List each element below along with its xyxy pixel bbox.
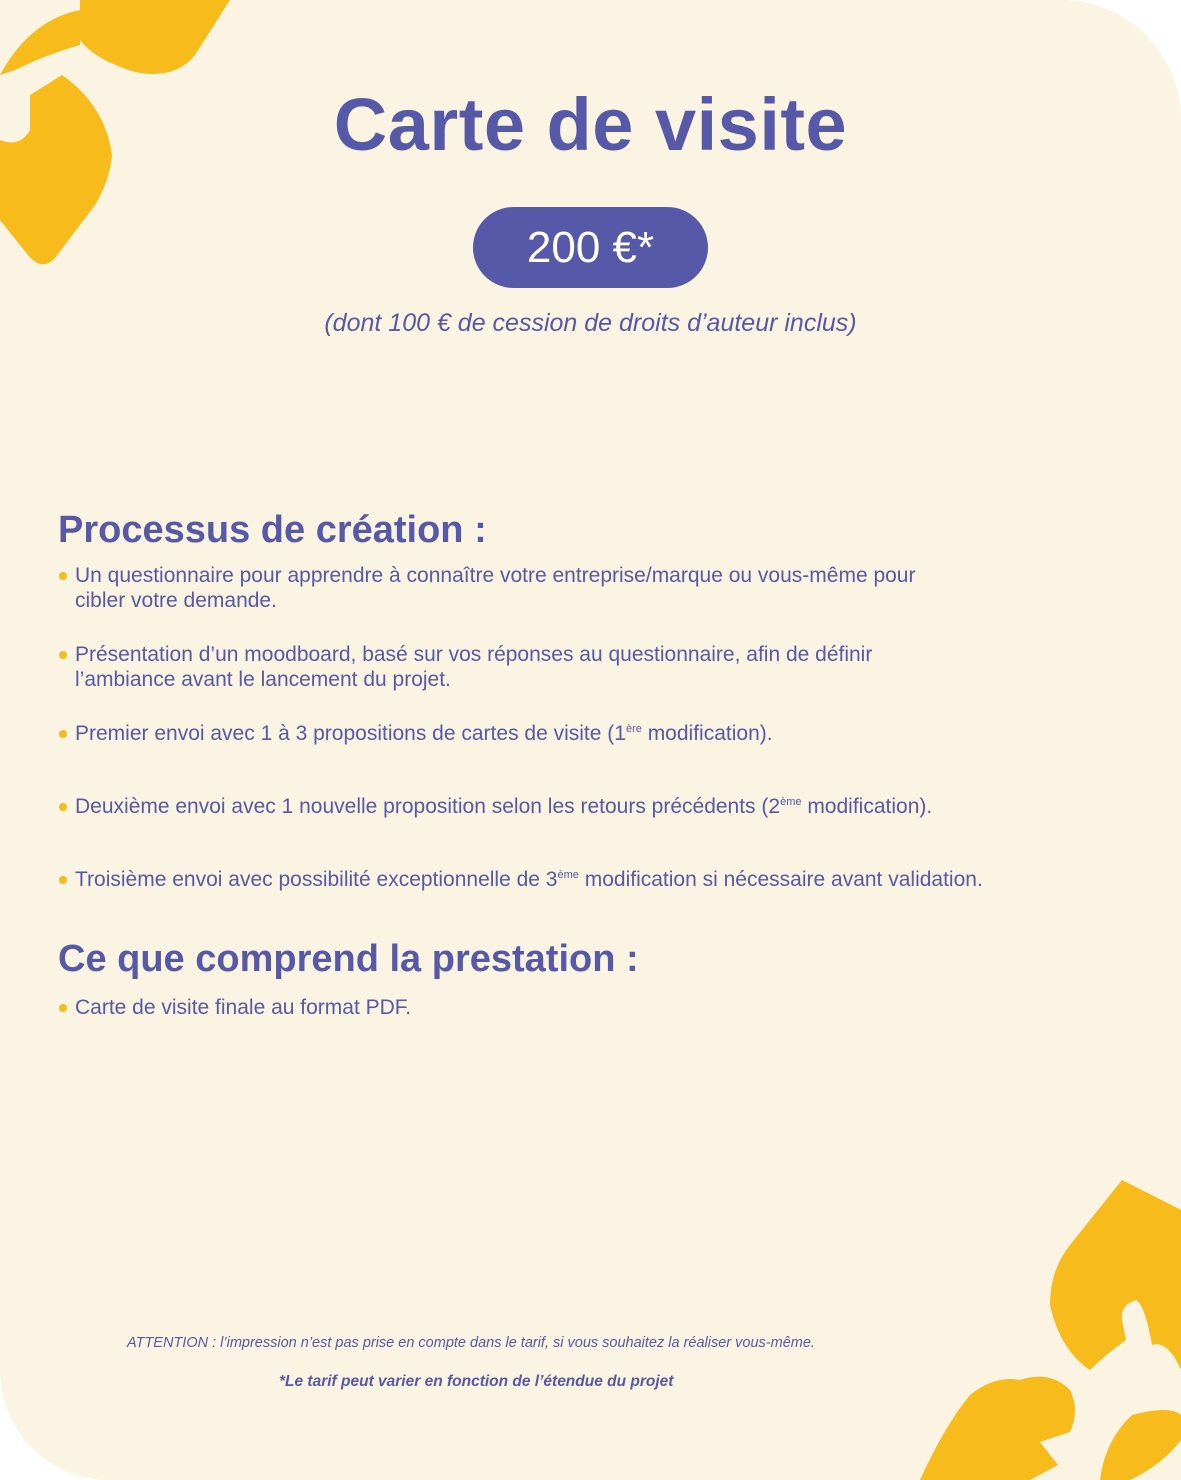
- includes-heading: Ce que comprend la prestation :: [58, 938, 639, 980]
- process-list: [58, 563, 1138, 892]
- includes-list: [58, 995, 1138, 1020]
- bullet-icon: [59, 572, 67, 580]
- list-item-text: modification).: [801, 795, 933, 818]
- bottom-right-decoration-icon: [900, 1170, 1181, 1480]
- price-subtitle: (dont 100 € de cession de droits d’auteur inclus): [324, 309, 857, 337]
- list-item-text: modification).: [641, 722, 773, 745]
- list-item-text: modification si nécessaire avant validation.: [578, 868, 983, 891]
- list-item-text: Troisième envoi avec possibilité exceptionnelle de 3: [75, 868, 558, 891]
- list-item-text: Un questionnaire pour apprendre à connaître votre entreprise/marque ou vous-même pour: [75, 564, 916, 587]
- list-item: [58, 563, 1138, 613]
- bullet-icon: [59, 730, 67, 738]
- list-item-text: l’ambiance avant le lancement du projet.: [75, 668, 451, 691]
- list-item: [58, 867, 1138, 892]
- bullet-icon: [59, 876, 67, 884]
- price-disclaimer: *Le tarif peut varier en fonction de l’étendue du projet: [279, 1373, 674, 1390]
- list-item: [58, 794, 1138, 819]
- attention-note: ATTENTION : l’impression n’est pas prise en compte dans le tarif, si vous souhaitez la réaliser vous-même.: [127, 1335, 815, 1351]
- list-item: [58, 721, 1138, 746]
- bullet-icon: [59, 1004, 67, 1012]
- list-item-text: Carte de visite finale au format PDF.: [75, 996, 412, 1019]
- list-item: [58, 995, 1138, 1020]
- list-item: [58, 642, 1138, 692]
- list-item-text: cibler votre demande.: [75, 589, 277, 612]
- list-item-text: Premier envoi avec 1 à 3 propositions de cartes de visite (1: [75, 722, 626, 745]
- price-badge: 200 €*: [473, 207, 708, 288]
- superscript: ème: [557, 869, 579, 881]
- superscript: ème: [780, 796, 802, 808]
- list-item-text: Présentation d’un moodboard, basé sur vos réponses au questionnaire, afin de définir: [75, 643, 873, 666]
- list-item-text: Deuxième envoi avec 1 nouvelle proposition selon les retours précédents (2: [75, 795, 781, 818]
- superscript: ère: [625, 723, 642, 735]
- page-title: Carte de visite: [333, 83, 848, 166]
- bullet-icon: [59, 803, 67, 811]
- bullet-icon: [59, 651, 67, 659]
- process-heading: Processus de création :: [58, 509, 487, 551]
